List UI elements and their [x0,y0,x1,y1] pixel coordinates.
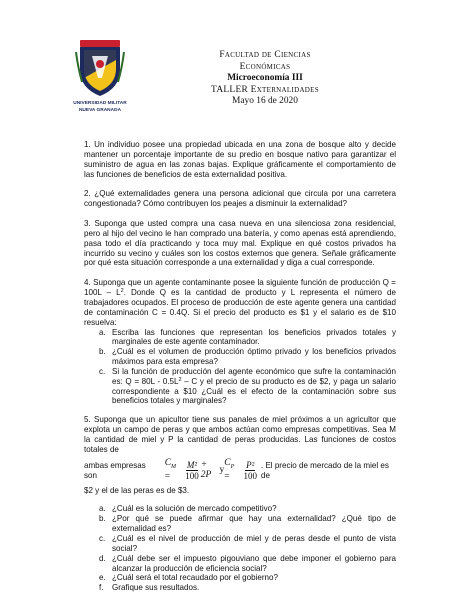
question-5 [84,415,396,454]
list-item-text: Escriba las funciones que representan los beneficios privados totales y marginales de este agente contaminador. [112,327,396,347]
math-symbol: C [164,457,172,468]
list-item-text: Si la función de producción del agente económico que sufre la contaminación es: Q = 80L - 0.5L [112,366,396,386]
cost-function-honey [165,459,184,483]
list-item-text: ¿Cuál es el nivel de producción de miel y de peras desde el punto de vista social? [112,534,396,553]
list-marker: a. [99,504,106,514]
question-4-text-b: . Donde Q es la cantidad de producto y L representa el número de trabajadores ocupados. El proceso de producción de este agente genera una cantidad de contaminación C = 0.4Q. Si el precio del producto es $1 y el salario es de $10 resuelva: [84,288,397,327]
formula-trailing-text: . El precio de mercado de la miel es de [260,460,389,480]
list-marker: f. [99,583,104,593]
question-4-item-c [84,367,396,406]
cost-functions-line [84,457,396,485]
document-header [190,50,340,108]
question-5-item-e [84,573,396,583]
list-marker: b. [99,514,106,524]
list-marker: a. [99,327,106,337]
math-operator: = [224,471,230,482]
faculty-line-2: Económicas [239,61,291,72]
question-4-item-a [84,328,396,348]
question-5-item-a [84,504,396,514]
question-5-items [84,504,396,593]
price-line: $2 y el de las peras es de $3. [84,485,190,495]
list-item-text: ¿Cuál es la solución de mercado competitivo? [112,504,277,514]
university-logo [72,38,128,116]
question-4-text-a: 4. Suponga que un agente contaminante posee la siguiente función de producción Q = 100L – L [84,278,396,298]
math-conjunction: y [219,464,225,475]
list-marker: d. [99,553,106,563]
math-term: + 2P [200,459,212,480]
question-1: 1. Un individuo posee una propiedad ubicada en una zona de bosque alto y decide mantener un porcentaje importante de su predio en bosque nativo para garantizar el suministro de agua en las zonas bajas. Explique gráficamente el comportamiento de las funciones de beneficios de esta externalidad positiva. [84,140,396,179]
question-2: 2. ¿Qué externalidades genera una persona adicional que circula por una carretera congestionada? Cómo contribuyen los peajes a disminuir la externalidad? [84,189,396,209]
fraction-numerator: P² [246,460,255,471]
list-item-text: – C y el precio de su producto es de $2, y paga un salario correspondiente a $10 ¿Cuál es el efecto de la contaminación sobre sus beneficios totales y marginales? [112,376,396,406]
fraction-denominator: 100 [185,471,199,482]
question-5-item-f [84,583,396,593]
list-item-text: ¿Cuál es el volumen de producción óptimo privado y los beneficios privados máximos para esta empresa? [112,347,396,367]
course-title: Microeconomía III [227,73,303,84]
math-subscript: M [171,463,177,470]
exponent: 2 [178,376,182,383]
question-5-item-d [84,554,396,574]
math-symbol: C [224,457,231,468]
document-date: Mayo 16 de 2020 [232,96,298,107]
list-marker: e. [99,573,106,583]
cost-function-pears [224,459,241,483]
math-operator: = [164,471,171,482]
shield-logo-icon [72,38,128,100]
fraction-numerator: M² [186,460,198,471]
question-4 [84,278,396,327]
list-marker: c. [99,534,106,543]
university-name-line-2: NUEVA GRANADA [78,107,122,113]
list-item-text: Grafique sus resultados. [112,583,200,593]
question-3: 3. Suponga que usted compra una casa nueva en una silenciosa zona residencial, pero al hijo del vecino le han comprado una batería, y como apenas está aprendiendo, pasa todo el día practicando y toca muy mal. Explique en qué costos privados ha incurrido su vecino y cuáles son los costos externos que genera. Señale gráficamente por qué esta situación corresponde a una externalidad y diga a cual corresponde. [84,219,396,268]
question-4-item-b [84,347,396,367]
question-5-item-c [84,534,396,554]
list-marker: b. [99,347,106,357]
faculty-line-1: Facultad de Ciencias [219,50,311,60]
question-4-items [84,328,396,407]
fraction-honey [185,460,199,481]
question-5-intro: 5. Suponga que un apicultor tiene sus panales de miel próximos a un agricultor que explota un campo de peras y que ambos actúan como empresas competitivas. Sea M la cantidad de miel y P la cantidad de peras producidas. Las funciones de costos totales de [84,415,396,454]
list-item-text: ¿Cuál debe ser el impuesto pigouviano que debe imponer el gobierno para alcanzar la producción de eficiencia social? [112,553,396,573]
list-item-text: ¿Por qué se puede afirmar que hay una externalidad? ¿Qué tipo de externalidad es? [112,514,396,534]
formula-lead-text: ambas empresas son [84,460,146,480]
fraction-pears [243,460,257,481]
fraction-denominator: 100 [243,471,257,482]
workshop-title: TALLER Externalidades [211,84,319,95]
university-name-line-1: UNIVERSIDAD MILITAR [73,101,127,106]
question-4-exponent: 2 [120,288,124,295]
math-subscript: P [230,463,235,470]
list-item-text: ¿Cuál será el total recaudado por el gobierno? [112,573,278,583]
list-marker: c. [99,366,106,376]
document-body [84,140,396,602]
question-5-item-b [84,514,396,534]
